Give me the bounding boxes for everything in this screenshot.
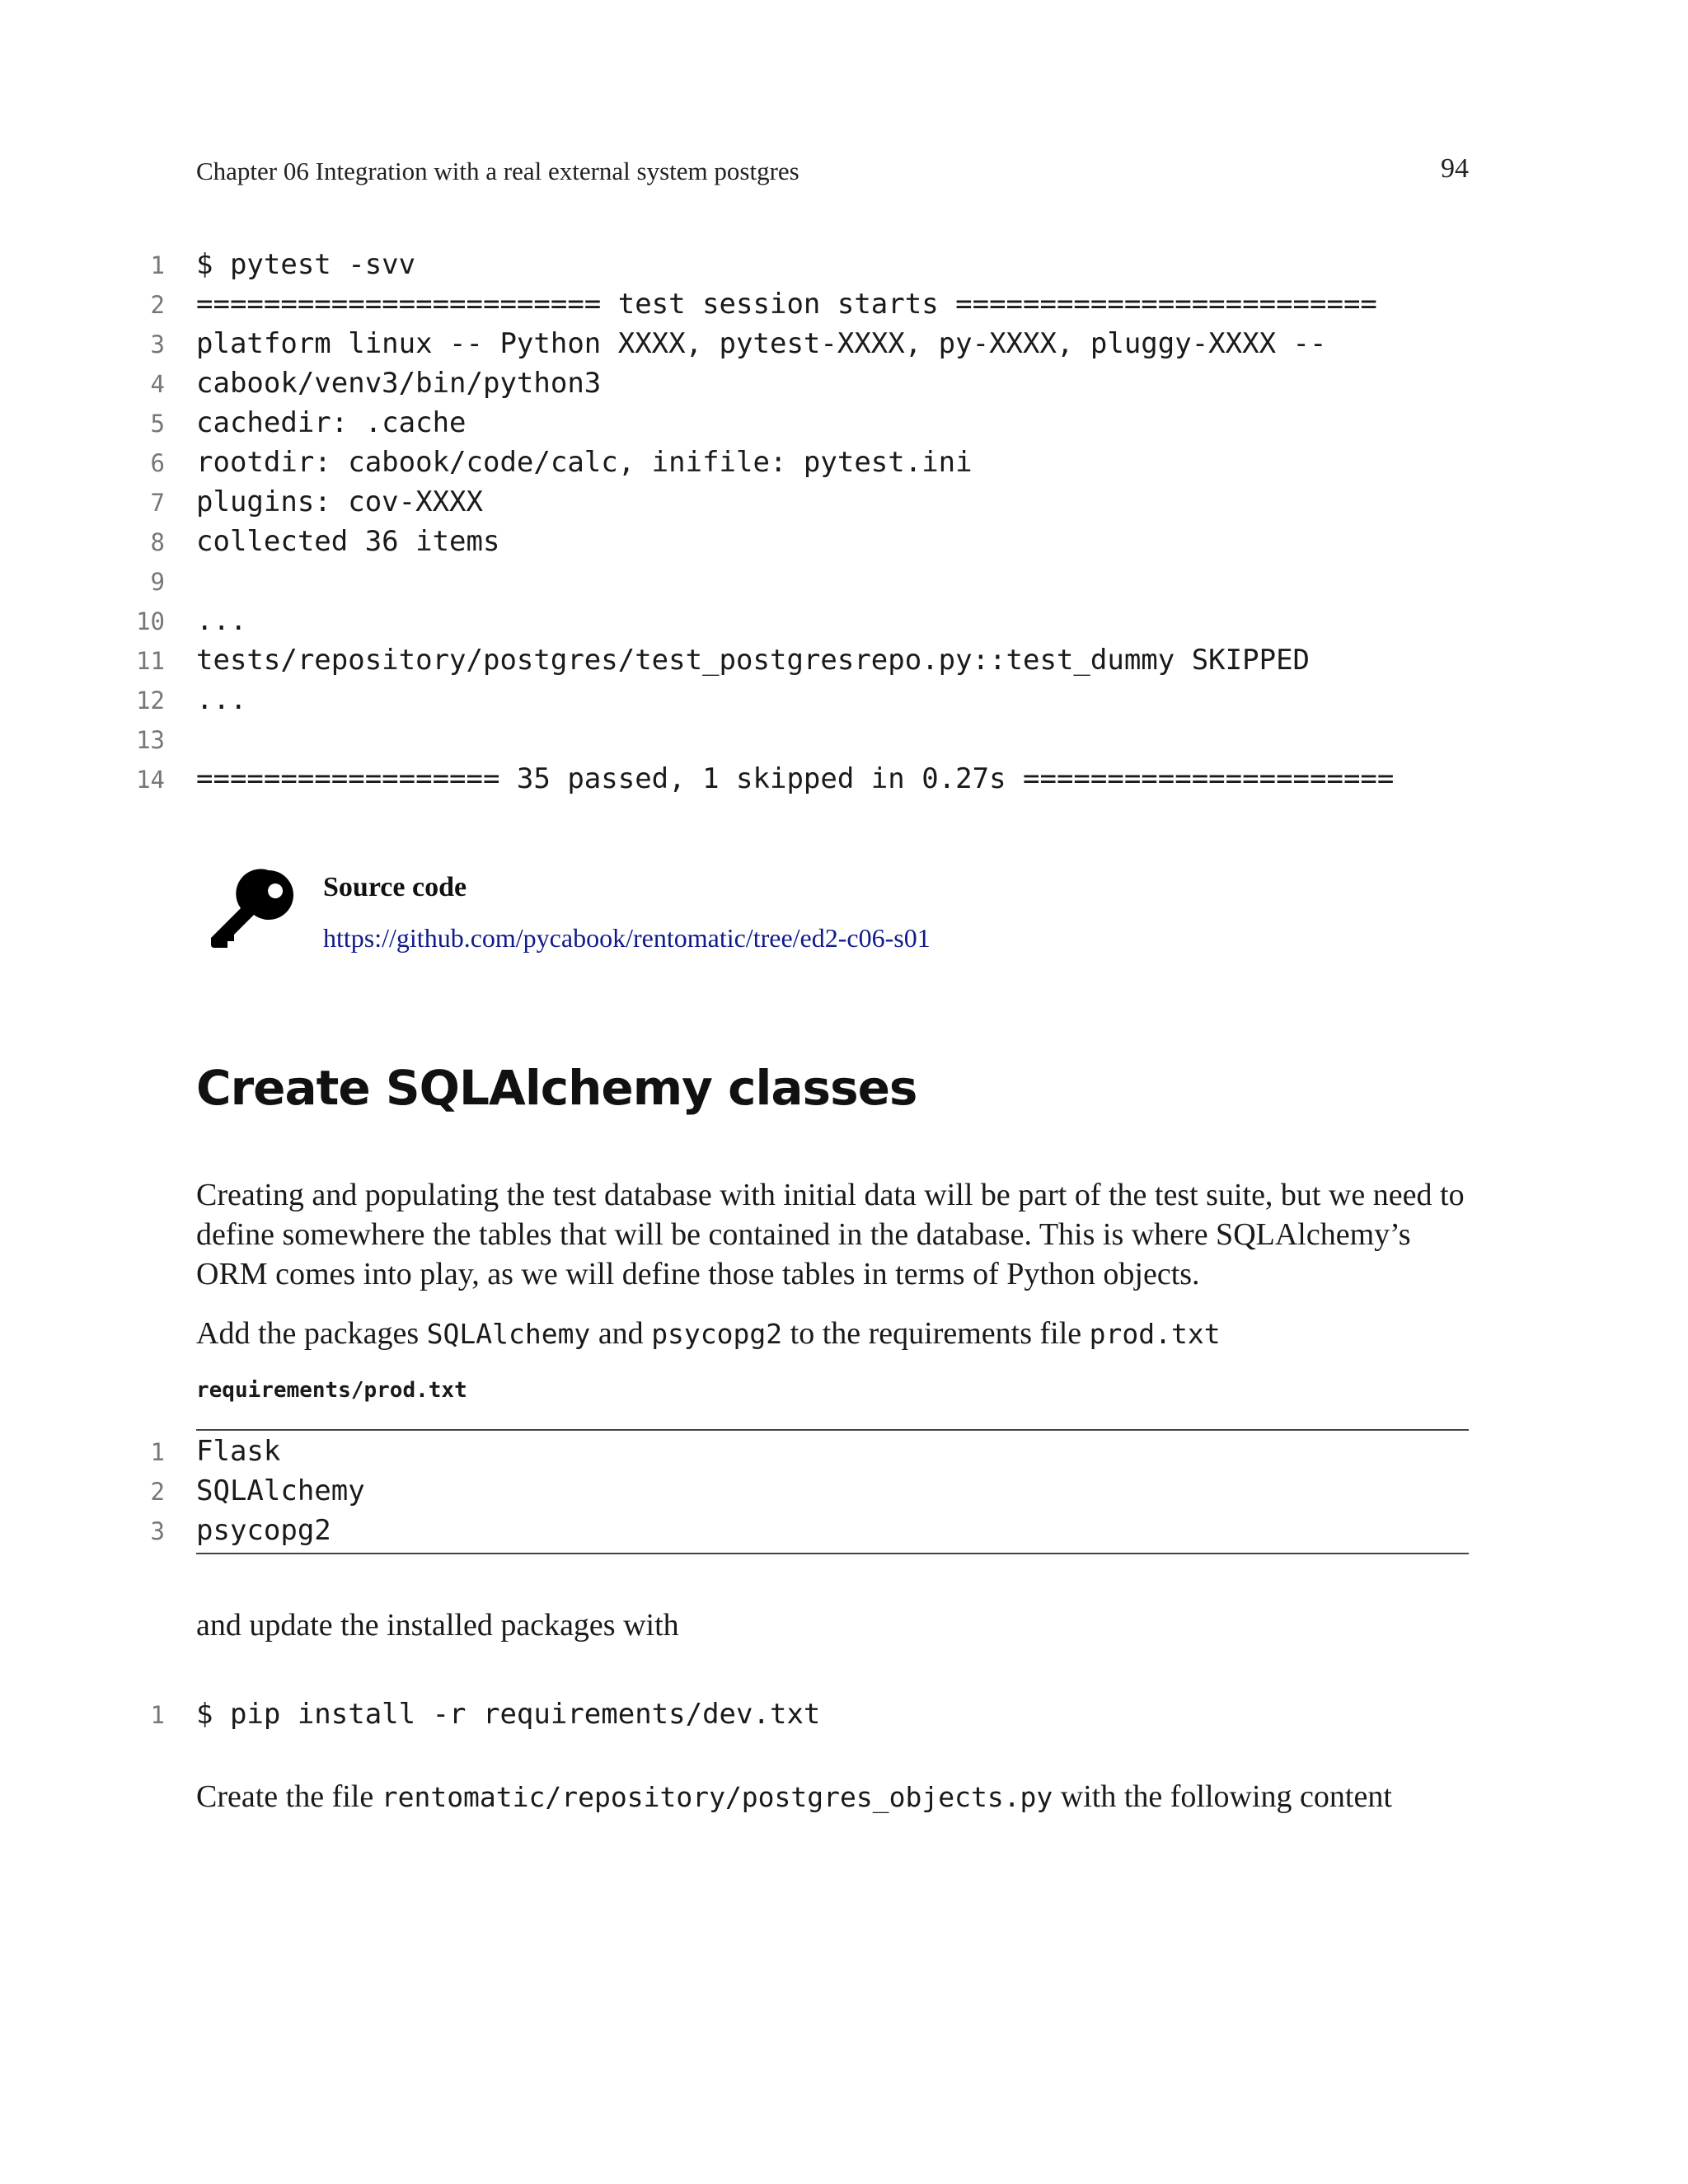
code-block-top-rule [196, 1429, 1469, 1431]
code-text: collected 36 items [196, 525, 500, 558]
code-text: tests/repository/postgres/test_postgresrepo.py::test_dummy SKIPPED [196, 644, 1311, 677]
requirements-code-block [107, 1432, 365, 1550]
code-line [107, 245, 1394, 284]
code-file-label: requirements/prod.txt [196, 1378, 467, 1403]
line-number: 7 [150, 489, 165, 517]
code-line [107, 284, 1394, 324]
code-line [107, 1694, 820, 1734]
paragraph: Creating and populating the test database with initial data will be part of the test suite, but we need to define somewhere the tables that will be contained in the database. This is where SQLAlchemy’s ORM comes into play, as we will define those tables in terms of Python objects. [196, 1178, 1465, 1291]
page-number: 94 [1441, 153, 1469, 184]
line-number: 2 [150, 291, 165, 319]
line-number: 1 [150, 1438, 165, 1466]
terminal-output-block [107, 245, 1394, 799]
line-number: 4 [150, 370, 165, 398]
inline-code: rentomatic/repository/postgres_objects.py [381, 1781, 1053, 1813]
code-line [107, 719, 1394, 759]
code-line [107, 403, 1394, 443]
paragraph-text: to the requirements file [782, 1316, 1090, 1351]
paragraph-text: and [590, 1316, 652, 1351]
code-line [107, 1432, 365, 1471]
code-text: psycopg2 [196, 1514, 331, 1547]
code-line [107, 443, 1394, 482]
code-text: cachedir: .cache [196, 406, 467, 439]
page-header [196, 153, 1469, 186]
code-text: plugins: cov-XXXX [196, 485, 483, 518]
code-text: rootdir: cabook/code/calc, inifile: pytest.ini [196, 446, 973, 479]
line-number: 1 [150, 1701, 165, 1729]
key-icon [209, 865, 297, 956]
code-text: ======================== test session starts ========================= [196, 288, 1377, 321]
chapter-title: Chapter 06 Integration with a real external system postgres [196, 157, 799, 185]
code-line [107, 640, 1394, 680]
line-number: 9 [150, 568, 165, 596]
line-number: 11 [136, 647, 165, 675]
source-code-note [209, 865, 1198, 964]
paragraph [196, 1314, 1474, 1354]
code-text: ================== 35 passed, 1 skipped in 0.27s ====================== [196, 762, 1395, 795]
code-text: platform linux -- Python XXXX, pytest-XXXX, py-XXXX, pluggy-XXXX -- [196, 327, 1327, 360]
code-text: $ pip install -r requirements/dev.txt [196, 1698, 821, 1731]
code-line [107, 759, 1394, 799]
line-number: 10 [136, 607, 165, 635]
code-text: SQLAlchemy [196, 1474, 365, 1507]
paragraph-text: with the following content [1053, 1779, 1392, 1814]
code-line [107, 482, 1394, 522]
line-number: 5 [150, 410, 165, 438]
code-text: $ pytest -svv [196, 248, 416, 281]
paragraph: and update the installed packages with [196, 1608, 679, 1643]
section-heading: Create SQLAlchemy classes [196, 1060, 917, 1116]
inline-code: prod.txt [1089, 1318, 1221, 1350]
code-text: cabook/venv3/bin/python3 [196, 367, 602, 400]
line-number: 2 [150, 1478, 165, 1506]
source-code-link[interactable]: https://github.com/pycabook/rentomatic/tree/ed2-c06-s01 [323, 923, 931, 953]
code-block-bottom-rule [196, 1553, 1469, 1554]
code-text: ... [196, 683, 247, 716]
code-line [107, 1511, 365, 1550]
inline-code: SQLAlchemy [426, 1318, 591, 1350]
paragraph [196, 1777, 1515, 1817]
line-number: 1 [150, 251, 165, 279]
paragraph-text: Add the packages [196, 1316, 427, 1351]
code-text: Flask [196, 1435, 281, 1468]
pip-command-block [107, 1694, 820, 1734]
line-number: 3 [150, 330, 165, 359]
line-number: 12 [136, 687, 165, 715]
code-line [107, 1471, 365, 1511]
note-title: Source code [323, 872, 467, 902]
code-line [107, 522, 1394, 561]
code-text: ... [196, 604, 247, 637]
code-line [107, 363, 1394, 403]
line-number: 3 [150, 1517, 165, 1545]
line-number: 6 [150, 449, 165, 477]
code-line [107, 561, 1394, 601]
code-line [107, 324, 1394, 363]
paragraph-text: Create the file [196, 1779, 382, 1814]
line-number: 14 [136, 766, 165, 794]
line-number: 13 [136, 726, 165, 754]
code-line [107, 601, 1394, 640]
inline-code: psycopg2 [651, 1318, 783, 1350]
line-number: 8 [150, 528, 165, 556]
code-line [107, 680, 1394, 719]
